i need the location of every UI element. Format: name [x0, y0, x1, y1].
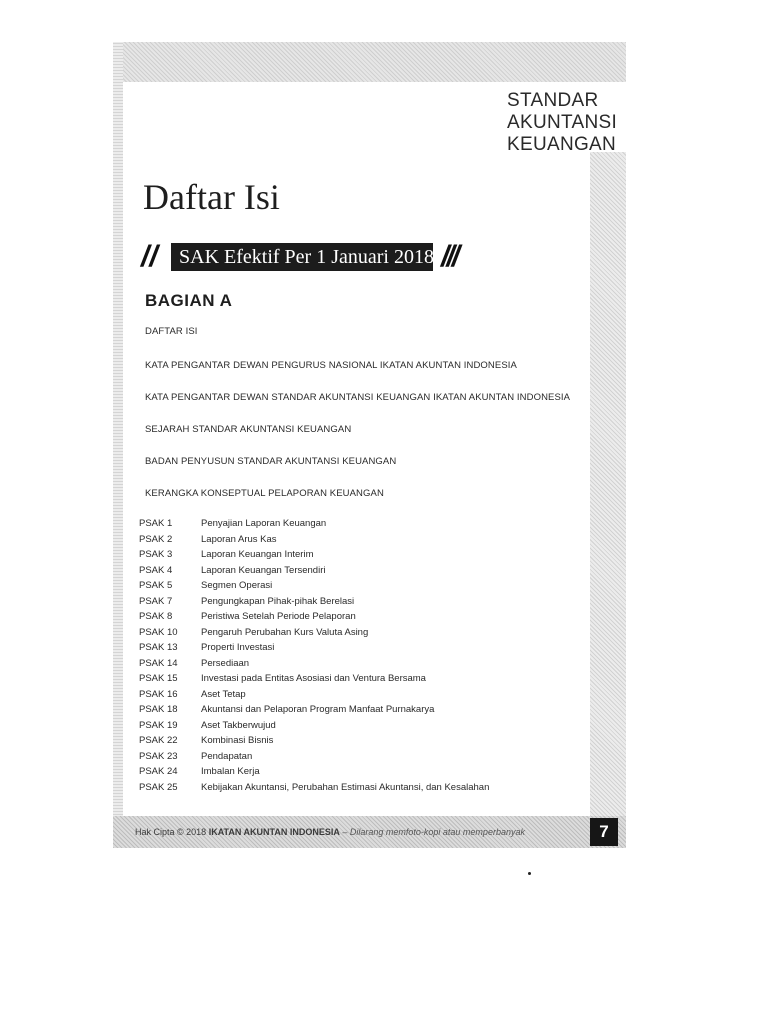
list-item — [139, 549, 559, 564]
psak-code: PSAK 14 — [139, 657, 178, 669]
list-item — [139, 518, 559, 533]
psak-code: PSAK 18 — [139, 704, 178, 715]
list-item — [139, 673, 559, 688]
list-item — [139, 766, 559, 781]
section-heading: BAGIAN A — [145, 291, 233, 310]
psak-code: PSAK 15 — [139, 673, 178, 684]
intro-item: KERANGKA KONSEPTUAL PELAPORAN KEUANGAN — [145, 488, 384, 499]
list-item — [139, 751, 559, 766]
psak-code: PSAK 23 — [139, 750, 178, 762]
psak-title: Pendapatan — [201, 750, 253, 762]
intro-item: SEJARAH STANDAR AKUNTANSI KEUANGAN — [145, 424, 352, 435]
psak-code: PSAK 4 — [139, 564, 173, 576]
scan-noise-left — [113, 42, 123, 848]
banner-slashes-left: // — [141, 240, 158, 273]
list-item — [139, 735, 559, 750]
brand-line-1: STANDAR — [507, 90, 599, 111]
psak-code: PSAK 10 — [139, 626, 178, 638]
scan-speck — [528, 872, 531, 875]
copyright-text: Hak Cipta © 2018 — [135, 827, 207, 837]
list-item — [139, 565, 559, 580]
intro-item: DAFTAR ISI — [145, 326, 198, 337]
list-item — [139, 658, 559, 673]
psak-title: Pengungkapan Pihak-pihak Berelasi — [201, 595, 355, 607]
publisher-name: IKATAN AKUNTAN INDONESIA — [208, 827, 340, 837]
psak-code: PSAK 5 — [139, 580, 173, 591]
list-item — [139, 642, 559, 657]
brand-line-2: AKUNTANSI — [507, 112, 618, 133]
list-item — [139, 782, 559, 797]
psak-title: Penyajian Laporan Keuangan — [201, 518, 327, 529]
psak-code: PSAK 22 — [139, 735, 178, 746]
list-item — [139, 704, 559, 719]
psak-title: Pengaruh Perubahan Kurs Valuta Asing — [201, 626, 369, 638]
psak-code: PSAK 19 — [139, 719, 178, 731]
psak-title: Kombinasi Bisnis — [201, 735, 274, 746]
psak-code: PSAK 2 — [139, 533, 173, 545]
page-title: Daftar Isi — [143, 177, 280, 217]
scan-noise-top — [113, 42, 626, 82]
psak-code: PSAK 3 — [139, 549, 173, 560]
psak-code: PSAK 24 — [139, 766, 178, 777]
banner-slashes-right: /// — [441, 240, 458, 273]
list-item — [139, 534, 559, 549]
list-item — [139, 580, 559, 595]
list-item — [139, 611, 559, 626]
scanned-page — [113, 42, 626, 848]
list-item — [139, 596, 559, 611]
psak-title: Aset Takberwujud — [201, 719, 276, 731]
footer-copyright — [135, 827, 525, 837]
page-number: 7 — [590, 818, 618, 846]
psak-title: Imbalan Kerja — [201, 766, 260, 777]
psak-title: Kebijakan Akuntansi, Perubahan Estimasi Akuntansi, dan Kesalahan — [201, 781, 490, 793]
banner-text: SAK Efektif Per 1 Januari 2018 — [171, 243, 433, 271]
psak-title: Akuntansi dan Pelaporan Program Manfaat Purnakarya — [201, 704, 435, 715]
list-item — [139, 720, 559, 735]
psak-code: PSAK 13 — [139, 642, 178, 653]
scan-noise-right — [590, 152, 626, 816]
psak-code: PSAK 16 — [139, 688, 178, 700]
copy-notice: – Dilarang memfoto-kopi atau memperbanyak — [342, 827, 525, 837]
intro-item: KATA PENGANTAR DEWAN PENGURUS NASIONAL IKATAN AKUNTAN INDONESIA — [145, 360, 517, 371]
psak-code: PSAK 25 — [139, 781, 178, 793]
psak-title: Peristiwa Setelah Periode Pelaporan — [201, 611, 356, 622]
psak-title: Laporan Keuangan Tersendiri — [201, 564, 326, 576]
intro-item: BADAN PENYUSUN STANDAR AKUNTANSI KEUANGAN — [145, 456, 397, 467]
psak-title: Persediaan — [201, 657, 250, 669]
list-item — [139, 627, 559, 642]
psak-title: Aset Tetap — [201, 688, 246, 700]
psak-title: Segmen Operasi — [201, 580, 273, 591]
effective-date-banner — [141, 240, 471, 274]
psak-title: Laporan Keuangan Interim — [201, 549, 314, 560]
psak-title: Investasi pada Entitas Asosiasi dan Ventura Bersama — [201, 673, 426, 684]
list-item — [139, 689, 559, 704]
psak-code: PSAK 8 — [139, 611, 173, 622]
intro-item: KATA PENGANTAR DEWAN STANDAR AKUNTANSI KEUANGAN IKATAN AKUNTAN INDONESIA — [145, 392, 571, 403]
psak-code: PSAK 7 — [139, 595, 173, 607]
brand-heading — [507, 90, 627, 156]
psak-title: Properti Investasi — [201, 642, 275, 653]
psak-code: PSAK 1 — [139, 518, 173, 529]
psak-title: Laporan Arus Kas — [201, 533, 277, 545]
brand-line-3: KEUANGAN — [507, 134, 617, 155]
